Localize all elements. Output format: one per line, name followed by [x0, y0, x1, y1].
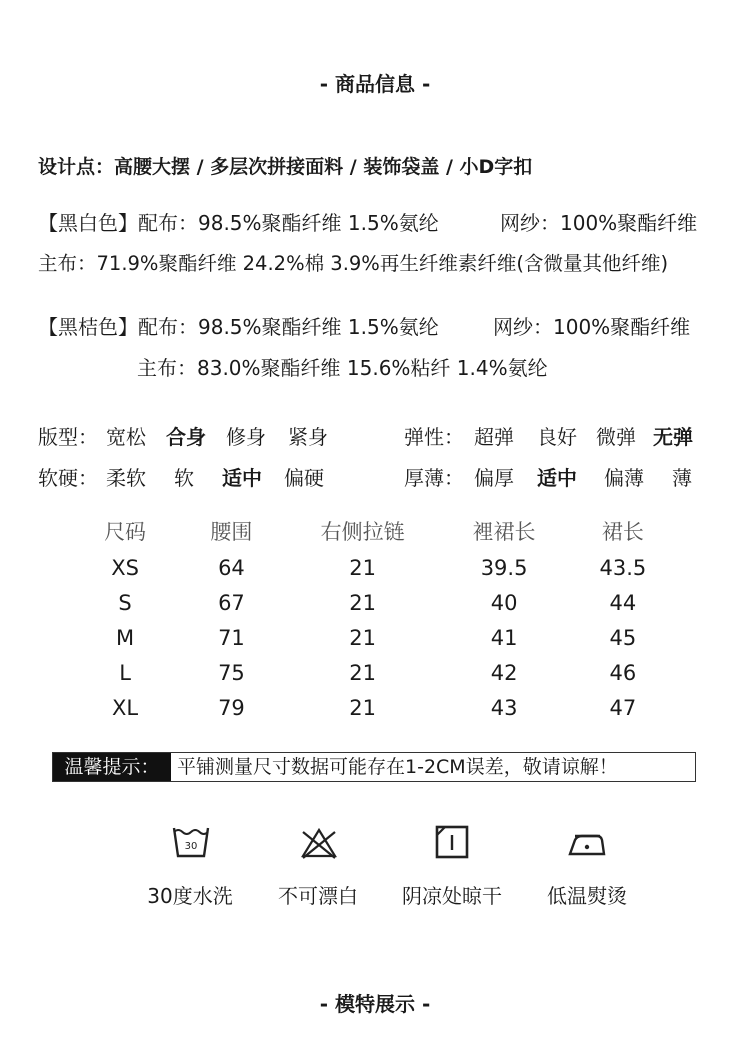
fit-option-selected: 合身 [166, 425, 206, 449]
cell-zipper: 21 [349, 555, 376, 580]
thickness-label: 厚薄： [404, 466, 464, 490]
header-zipper: 右侧拉链 [320, 520, 405, 544]
fit-label: 版型： [38, 425, 98, 449]
notice-label: 温馨提示： [53, 753, 171, 781]
product-info-title: - 商品信息 - [319, 72, 431, 96]
cell-waist: 75 [218, 660, 245, 685]
cell-skirt-length: 47 [609, 695, 637, 720]
black-white-main: 主布：71.9%聚酯纤维 24.2%棉 3.9%再生纤维素纤维(含微量其他纤维) [38, 252, 669, 275]
cell-skirt-length: 43.5 [599, 555, 647, 580]
elasticity-label: 弹性： [404, 425, 464, 449]
wash-30-icon [171, 822, 211, 862]
black-tangerine-mesh: 网纱：100%聚酯纤维 [493, 315, 691, 339]
table-row [60, 655, 690, 690]
softness-option: 偏硬 [284, 466, 324, 490]
cell-skirt-length: 45 [609, 625, 637, 650]
cell-size: XS [111, 555, 139, 580]
care-label-wash: 30度水洗 [147, 884, 233, 908]
thickness-option: 偏厚 [474, 466, 514, 490]
cell-waist: 64 [218, 555, 245, 580]
header-skirt-length: 裙长 [601, 520, 644, 544]
fit-option: 紧身 [288, 425, 328, 449]
header-lining-length: 裡裙长 [472, 520, 536, 544]
size-table [60, 512, 690, 725]
cell-zipper: 21 [349, 590, 376, 615]
notice-text: 平铺测量尺寸数据可能存在1-2CM误差，敬请谅解！ [177, 756, 618, 778]
cell-size: M [116, 625, 135, 650]
cell-skirt-length: 46 [609, 660, 637, 685]
wash-temp-text: 30 [184, 841, 198, 852]
cell-zipper: 21 [349, 695, 376, 720]
elasticity-option: 超弹 [474, 425, 514, 449]
care-label-low-iron: 低温熨烫 [547, 884, 627, 908]
no-bleach-icon [299, 822, 339, 862]
softness-option: 软 [174, 466, 194, 490]
table-row [60, 690, 690, 725]
cell-size: L [119, 660, 131, 685]
cell-waist: 71 [218, 625, 245, 650]
cell-zipper: 21 [349, 625, 376, 650]
black-tangerine-main: 主布：83.0%聚酯纤维 15.6%粘纤 1.4%氨纶 [137, 356, 548, 380]
care-label-no-bleach: 不可漂白 [278, 884, 358, 908]
cell-size: XL [112, 695, 139, 720]
table-row [60, 550, 690, 585]
table-row [60, 585, 690, 620]
elasticity-option-selected: 无弹 [653, 425, 693, 449]
black-tangerine-lining: 【黑桔色】配布：98.5%聚酯纤维 1.5%氨纶 [38, 315, 439, 339]
softness-option-selected: 适中 [222, 466, 262, 490]
elasticity-option: 微弹 [596, 425, 636, 449]
fit-option: 修身 [226, 425, 266, 449]
black-white-lining: 【黑白色】配布：98.5%聚酯纤维 1.5%氨纶 [38, 211, 439, 235]
cell-zipper: 21 [349, 660, 376, 685]
softness-label: 软硬： [38, 466, 98, 490]
softness-option: 柔软 [106, 466, 146, 490]
elasticity-option: 良好 [537, 425, 577, 449]
table-row [60, 620, 690, 655]
care-label-shade-dry: 阴凉处晾干 [402, 884, 502, 908]
cell-lining-length: 41 [490, 625, 518, 650]
model-display-title: - 模特展示 - [319, 992, 431, 1016]
cell-skirt-length: 44 [609, 590, 637, 615]
size-table-header [60, 512, 690, 550]
header-waist: 腰围 [210, 520, 253, 544]
cell-size: S [118, 590, 132, 615]
cell-lining-length: 39.5 [480, 555, 528, 580]
thickness-option-selected: 适中 [537, 466, 577, 490]
cell-waist: 67 [218, 590, 245, 615]
cell-lining-length: 43 [490, 695, 518, 720]
cell-waist: 79 [218, 695, 245, 720]
thickness-option: 薄 [672, 466, 692, 490]
shade-dry-icon [432, 822, 472, 862]
design-points: 设计点：高腰大摆 / 多层次拼接面料 / 装饰袋盖 / 小D字扣 [38, 156, 533, 178]
notice-banner [52, 752, 696, 782]
cell-lining-length: 42 [490, 660, 518, 685]
black-white-mesh: 网纱：100%聚酯纤维 [500, 211, 698, 235]
fit-option: 宽松 [106, 425, 146, 449]
low-iron-icon [567, 822, 607, 862]
cell-lining-length: 40 [490, 590, 518, 615]
thickness-option: 偏薄 [604, 466, 644, 490]
header-size: 尺码 [104, 520, 147, 544]
